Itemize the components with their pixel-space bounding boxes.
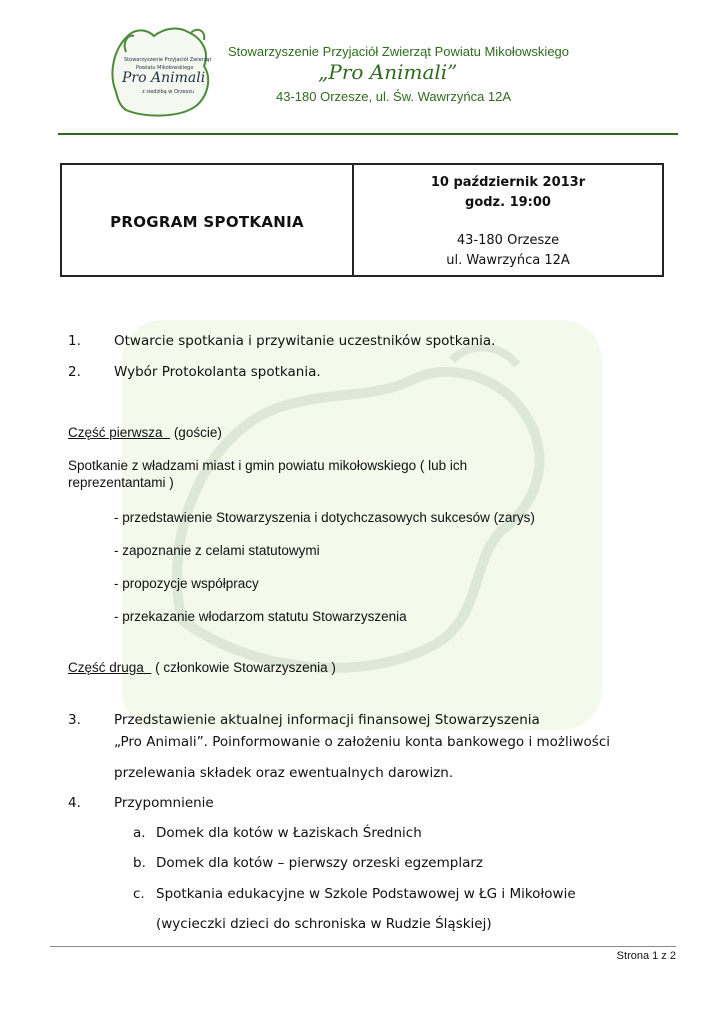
part-two-note: ( członkowie Stowarzyszenia )	[155, 660, 336, 675]
part-two-heading	[68, 660, 336, 675]
meeting-time: godz. 19:00	[465, 195, 551, 210]
agenda-item-1-text: Otwarcie spotkania i przywitanie uczestników spotkania.	[114, 333, 496, 349]
part-one-bullet-4: - przekazanie włodarzom statutu Stowarzyszenia	[114, 609, 407, 624]
part-one-bullet-2: - zapoznanie z celami statutowymi	[114, 543, 320, 558]
agenda-item-2-text: Wybór Protokolanta spotkania.	[114, 364, 321, 380]
header-rule	[58, 133, 678, 135]
sub-item-c-line2: (wycieczki dzieci do schroniska w Rudzie Śląskiej)	[156, 916, 492, 932]
meeting-date: 10 październik 2013r	[430, 175, 586, 190]
logo-text-line1: Stowarzyszenie Przyjaciół Zwierząt	[124, 57, 212, 63]
part-one-intro-line1: Spotkanie z władzami miast i gmin powiatu mikołowskiego ( lub ich	[68, 458, 468, 473]
org-name: Stowarzyszenie Przyjaciół Zwierząt Powiatu Mikołowskiego	[228, 44, 570, 59]
sub-item-c-text: Spotkania edukacyjne w Szkole Podstawowej w ŁG i Mikołowie	[156, 886, 576, 902]
agenda-item-2-number: 2.	[68, 364, 81, 380]
part-two-underline-spacer	[144, 660, 152, 675]
agenda-item-1-number: 1.	[68, 333, 81, 349]
sub-item-a-text: Domek dla kotów w Łaziskach Średnich	[156, 825, 422, 841]
sub-item-a-letter: a.	[133, 825, 146, 841]
org-address: 43-180 Orzesze, ul. Św. Wawrzyńca 12A	[276, 89, 512, 104]
agenda-item-4-number: 4.	[68, 795, 81, 811]
program-title: PROGRAM SPOTKANIA	[110, 213, 304, 231]
part-one-bullet-1: - przedstawienie Stowarzyszenia i dotychczasowych sukcesów (zarys)	[114, 510, 535, 525]
logo-text-line4: z siedzibą w Orzeszu	[142, 89, 195, 95]
logo-text-line2: Powiatu Mikołowskiego	[136, 65, 194, 71]
part-one-bullet-3: - propozycje współpracy	[114, 576, 259, 591]
part-one-heading	[68, 425, 222, 440]
part-one-note: (goście)	[173, 425, 222, 440]
footer-rule	[50, 946, 676, 947]
part-two-heading-label: Część druga	[68, 660, 144, 675]
logo-text-line3: Pro Animali	[122, 70, 206, 86]
sub-item-b-text: Domek dla kotów – pierwszy orzeski egzemplarz	[156, 855, 483, 871]
agenda-item-3-number: 3.	[68, 712, 81, 728]
agenda-item-4-text: Przypomnienie	[114, 795, 214, 811]
sub-item-c-letter: c.	[133, 886, 145, 902]
part-one-intro-line2: reprezentantami )	[68, 475, 174, 490]
part-one-underline-spacer	[163, 425, 171, 440]
agenda-item-3-line3: przelewania składek oraz ewentualnych darowizn.	[114, 765, 454, 781]
part-one-heading-label: Część pierwsza	[68, 425, 163, 440]
meeting-street: ul. Wawrzyńca 12A	[446, 253, 570, 268]
agenda-item-3-line1: Przedstawienie aktualnej informacji finansowej Stowarzyszenia	[114, 712, 540, 728]
page-number: Strona 1 z 2	[616, 950, 676, 962]
agenda-item-3-line2: „Pro Animali”. Poinformowanie o założeniu konta bankowego i możliwości	[114, 734, 611, 750]
sub-item-b-letter: b.	[133, 855, 146, 871]
meeting-city: 43-180 Orzesze	[456, 233, 560, 248]
org-short-name: „Pro Animali”	[318, 60, 458, 84]
